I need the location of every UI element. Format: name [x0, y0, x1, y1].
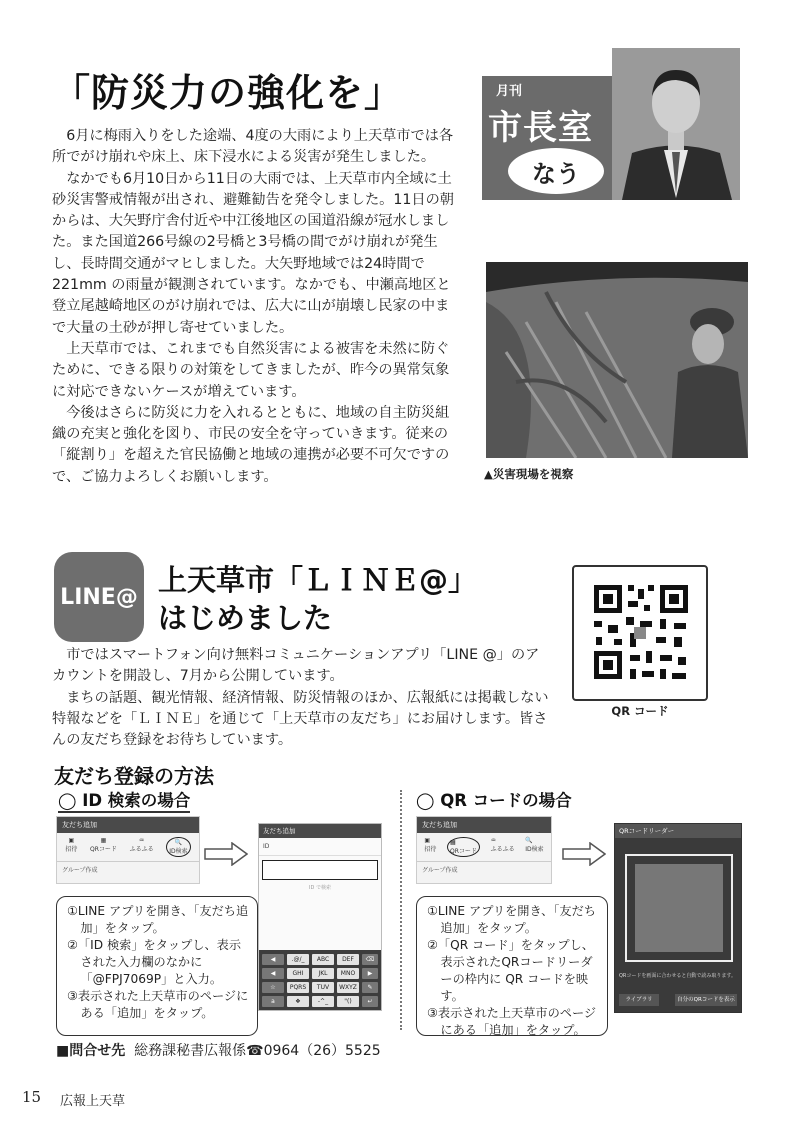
photo-caption: ▲災害現場を視察 [484, 467, 574, 481]
id-search-hint: ID で検索 [309, 885, 331, 891]
contact-info [56, 1040, 381, 1060]
key: ◀ [262, 954, 284, 965]
step-item: ①LINE アプリを開き、「友だち追加」をタップ。 [67, 904, 249, 935]
friend-add-icons [57, 833, 199, 857]
arrow-right-icon [204, 842, 248, 866]
key: ↵ [362, 996, 378, 1007]
step-item: ②「ID 検索」をタップし、表示された入力欄のなかに「@FPJ7069P」と入力。 [67, 938, 242, 986]
group-create-row: グループ作成 [417, 861, 551, 877]
key: .@/_ [287, 954, 309, 965]
contact-label: ■問合せ先 [56, 1043, 126, 1059]
screen-title-bar: 友だち追加 [259, 824, 381, 838]
line-at-logo [54, 552, 144, 642]
line-heading-line1: 上天草市「ＬＩＮＥ@」 [158, 563, 478, 597]
disaster-site-photo [486, 262, 748, 458]
key: "() [337, 996, 359, 1007]
group-create-row: グループ作成 [57, 861, 199, 877]
publication-name: 広報上天草 [60, 1094, 126, 1109]
id-search-icon: 🔍 ID検索 [166, 837, 190, 857]
key: ▶ [362, 968, 378, 979]
key: PQRS [287, 982, 309, 993]
shake-icon: ♒ ふるふる [490, 837, 515, 853]
article-title: 「防災力の強化を」 [52, 71, 404, 115]
line-paragraph: まちの話題、観光情報、経済情報、防災情報のほか、広報紙には掲載しない特報などを「ＬＩＮＥ」を通じて「上天草市の友だち」にお届けします。皆さんの友だち登録をお待ちしています。 [52, 689, 549, 749]
key: GHI [287, 968, 309, 979]
shake-icon: ♒ ふるふる [129, 837, 154, 853]
friend-add-icons [417, 833, 551, 857]
key: JKL [312, 968, 334, 979]
id-input-field [262, 860, 378, 880]
article-paragraph: 今後はさらに防災に力を入れるとともに、地域の自主防災組織の充実と強化を図り、市民の安全を守っていきます。従来の「縦割り」を超えた官民協働と地域の連携が必要不可欠ですので、ご協力よろしくお願いします。 [52, 404, 450, 485]
badge-speech-bubble [508, 148, 604, 194]
id-method-title-text: ◯ ID 検索の場合 [58, 791, 190, 813]
key: ✎ [362, 982, 378, 993]
article-paragraph: 6月に梅雨入りをした途端、4度の大雨により上天草市では各所でがけ崩れや床上、床下浸水による災害が発生しました。 [52, 128, 454, 166]
key: TUV [312, 982, 334, 993]
id-method-steps [56, 896, 258, 1036]
line-logo-text: LINE@ [60, 584, 138, 610]
key: WXYZ [337, 982, 359, 993]
qr-icon: ▦ QRコード [447, 837, 480, 857]
screen-title-bar: 友だち追加 [417, 817, 551, 833]
step-item: ②「QR コード」をタップし、表示されたQRコードリーダーの枠内に QR コードを映す。 [427, 938, 594, 1003]
badge-title: 市長室 [488, 108, 593, 148]
qr-caption: QR コード [611, 704, 669, 718]
step-item: ③表示された上天草市のページにある「追加」をタップ。 [67, 989, 249, 1020]
qr-reader-note: QRコードを画面に合わせると自動で読み取ります。 [619, 973, 737, 979]
key: MNO [337, 968, 359, 979]
mayor-portrait [612, 48, 740, 200]
step-item: ③表示された上天草市のページにある「追加」をタップ。 [427, 1006, 597, 1037]
step-item: ①LINE アプリを開き、「友だち追加」をタップ。 [427, 904, 596, 935]
article-paragraph: なかでも6月10日から11日の大雨では、上天草市内全域に土砂災害警戒情報が出され、避難勧告を発令しました。11日の朝からは、大矢野庁舎付近や中江後地区の国道沿線が冠水しました。また国道266号線の2号橋と3号橋の間でがけ崩れが発生し、長時間交通がマヒしました。大矢野地域では24時間で221mm の雨量が観測されています。なかでも、中瀬高地区と登立尾越崎地区のがけ崩れでは、広大に山が崩壊し民家の中まで大量の土砂が押し寄せていました。 [52, 170, 454, 336]
arrow-right-icon [562, 842, 606, 866]
page-number: 15 [22, 1088, 42, 1106]
key: ◀ [262, 968, 284, 979]
line-body [52, 645, 552, 751]
friend-add-screen-id [56, 816, 200, 884]
id-tab: ID [259, 838, 381, 856]
show-my-qr-button: 自分のQRコードを表示 [675, 994, 737, 1006]
key: ☆ [262, 982, 284, 993]
key: ⌫ [362, 954, 378, 965]
id-search-icon: 🔍 ID検索 [525, 837, 544, 853]
how-to-register-title: 友だち登録の方法 [54, 764, 214, 788]
key: ❖ [287, 996, 309, 1007]
invite-icon: ▣ 招待 [65, 837, 78, 853]
screen-title-bar: 友だち追加 [57, 817, 199, 833]
qr-method-title: ◯ QR コードの場合 [416, 791, 572, 810]
badge-bubble-text: なう [532, 159, 580, 188]
key: ABC [312, 954, 334, 965]
keyboard [259, 950, 381, 1010]
id-method-title [58, 787, 190, 811]
library-button: ライブラリ [619, 994, 659, 1006]
qr-code [572, 565, 708, 701]
line-paragraph: 市ではスマートフォン向け無料コミュニケーションアプリ「LINE @」のアカウントを開設し、7月から公開しています。 [52, 647, 540, 685]
screen-title-bar: QRコードリーダー [615, 824, 741, 838]
article-paragraph: 上天草市では、これまでも自然災害による被害を未然に防ぐために、できる限りの対策をしてきましたが、昨今の異常気象に対応できないケースが増えています。 [52, 340, 450, 400]
key: a [262, 996, 284, 1007]
key: DEF [337, 954, 359, 965]
line-heading-line2: はじめました [158, 601, 333, 635]
invite-icon: ▣ 招待 [424, 837, 437, 853]
badge-monthly-label: 月刊 [496, 84, 523, 99]
mayor-column-badge [482, 48, 740, 200]
qr-reader-frame [625, 854, 733, 962]
id-search-screen [258, 823, 382, 1011]
method-divider [400, 790, 402, 1030]
qr-icon: ▦ QRコード [90, 837, 117, 853]
friend-add-screen-qr [416, 816, 552, 884]
qr-method-steps [416, 896, 608, 1036]
contact-text: 総務課秘書広報係☎0964（26）5525 [134, 1043, 381, 1059]
article-body [52, 126, 456, 488]
key: -^_ [312, 996, 334, 1007]
qr-reader-screen [614, 823, 742, 1013]
